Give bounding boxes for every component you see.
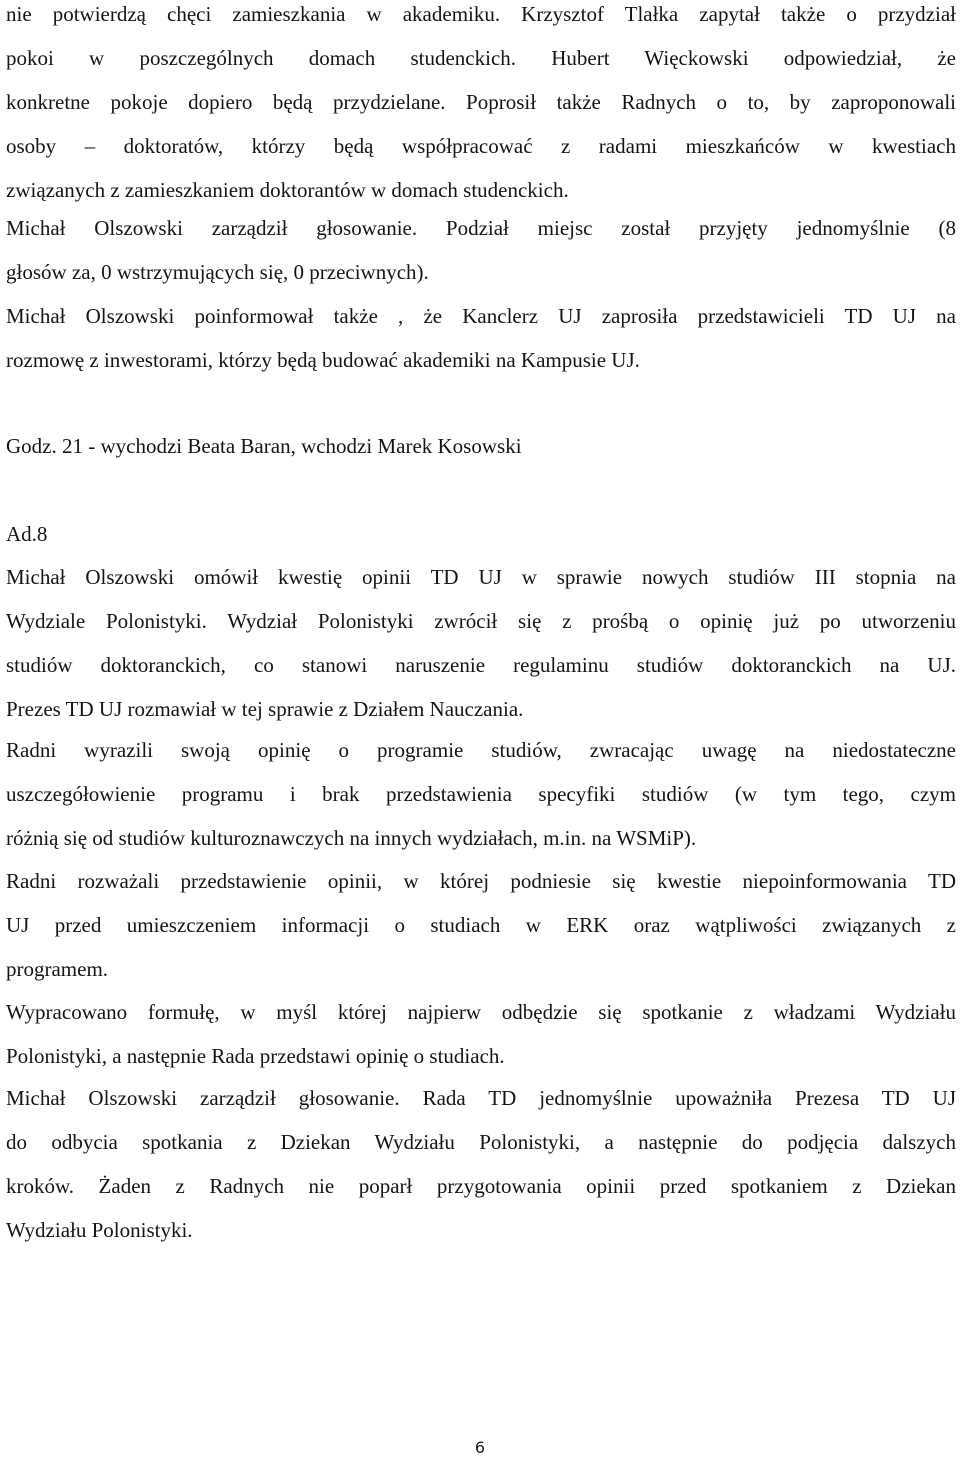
text-line: konkretne pokoje dopiero będą przydzielane. Poprosił także Radnych o to, by zaproponowali (6, 90, 956, 114)
text-line: Michał Olszowski zarządził głosowanie. Rada TD jednomyślnie upoważniła Prezesa TD UJ (6, 1086, 956, 1110)
text-line: kroków. Żaden z Radnych nie poparł przygotowania opinii przed spotkaniem z Dziekan (6, 1174, 956, 1198)
text-line: Wydziale Polonistyki. Wydział Polonistyki zwrócił się z prośbą o opinię już po utworzeniu (6, 609, 956, 633)
paragraph-formula (6, 990, 956, 1078)
paragraph-chancellor-invitation (6, 294, 956, 382)
text-line: Michał Olszowski omówił kwestię opinii TD UJ w sprawie nowych studiów III stopnia na (6, 565, 956, 589)
text-line: Radni wyrazili swoją opinię o programie studiów, zwracając uwagę na niedostateczne (6, 738, 956, 762)
page-number: 6 (474, 1438, 486, 1457)
paragraph-time-note (6, 424, 956, 468)
text-line: studiów doktoranckich, co stanowi naruszenie regulaminu studiów doktoranckich na UJ. (6, 653, 956, 677)
text-line: UJ przed umieszczeniem informacji o studiach w ERK oraz wątpliwości związanych z (6, 913, 956, 937)
text-line: uszczegółowienie programu i brak przedstawienia specyfiki studiów (w tym tego, czym (6, 782, 956, 806)
text-line: Wydziału Polonistyki. (6, 1218, 193, 1242)
text-line: związanych z zamieszkaniem doktorantów w domach studenckich. (6, 178, 569, 202)
text-line: Wypracowano formułę, w myśl której najpierw odbędzie się spotkanie z władzami Wydziału (6, 1000, 956, 1024)
text-line: programem. (6, 957, 109, 981)
paragraph-dormitory-allocation (6, 0, 956, 212)
text-line: Prezes TD UJ rozmawiał w tej sprawie z Działem Nauczania. (6, 697, 524, 721)
text-line: różnią się od studiów kulturoznawczych na innych wydziałach, m.in. na WSMiP). (6, 826, 697, 850)
document-page (6, 0, 956, 1460)
text-line: Michał Olszowski zarządził głosowanie. Podział miejsc został przyjęty jednomyślnie (8 (6, 216, 956, 240)
text-line: Ad.8 (6, 522, 48, 546)
paragraph-vote-result (6, 206, 956, 294)
text-line: Radni rozważali przedstawienie opinii, w której podniesie się kwestie niepoinformowania TD (6, 869, 956, 893)
text-line: do odbycia spotkania z Dziekan Wydziału Polonistyki, a następnie do podjęcia dalszych (6, 1130, 956, 1154)
section-heading-ad8 (6, 512, 956, 556)
text-line: nie potwierdzą chęci zamieszkania w akademiku. Krzysztof Tlałka zapytał także o przydział (6, 2, 956, 26)
paragraph-erk-concerns (6, 859, 956, 991)
text-line: głosów za, 0 wstrzymujących się, 0 przeciwnych). (6, 260, 429, 284)
paragraph-polonistics-opinion (6, 555, 956, 731)
paragraph-program-opinion (6, 728, 956, 860)
text-line: Godz. 21 - wychodzi Beata Baran, wchodzi Marek Kosowski (6, 434, 522, 458)
text-line: osoby – doktoratów, którzy będą współpracować z radami mieszkańców w kwestiach (6, 134, 956, 158)
text-line: Michał Olszowski poinformował także , że Kanclerz UJ zaprosiła przedstawicieli TD UJ na (6, 304, 956, 328)
text-line: pokoi w poszczególnych domach studenckich. Hubert Więckowski odpowiedział, że (6, 46, 956, 70)
text-line: rozmowę z inwestorami, którzy będą budować akademiki na Kampusie UJ. (6, 348, 640, 372)
paragraph-final-vote (6, 1076, 956, 1252)
text-line: Polonistyki, a następnie Rada przedstawi opinię o studiach. (6, 1044, 505, 1068)
